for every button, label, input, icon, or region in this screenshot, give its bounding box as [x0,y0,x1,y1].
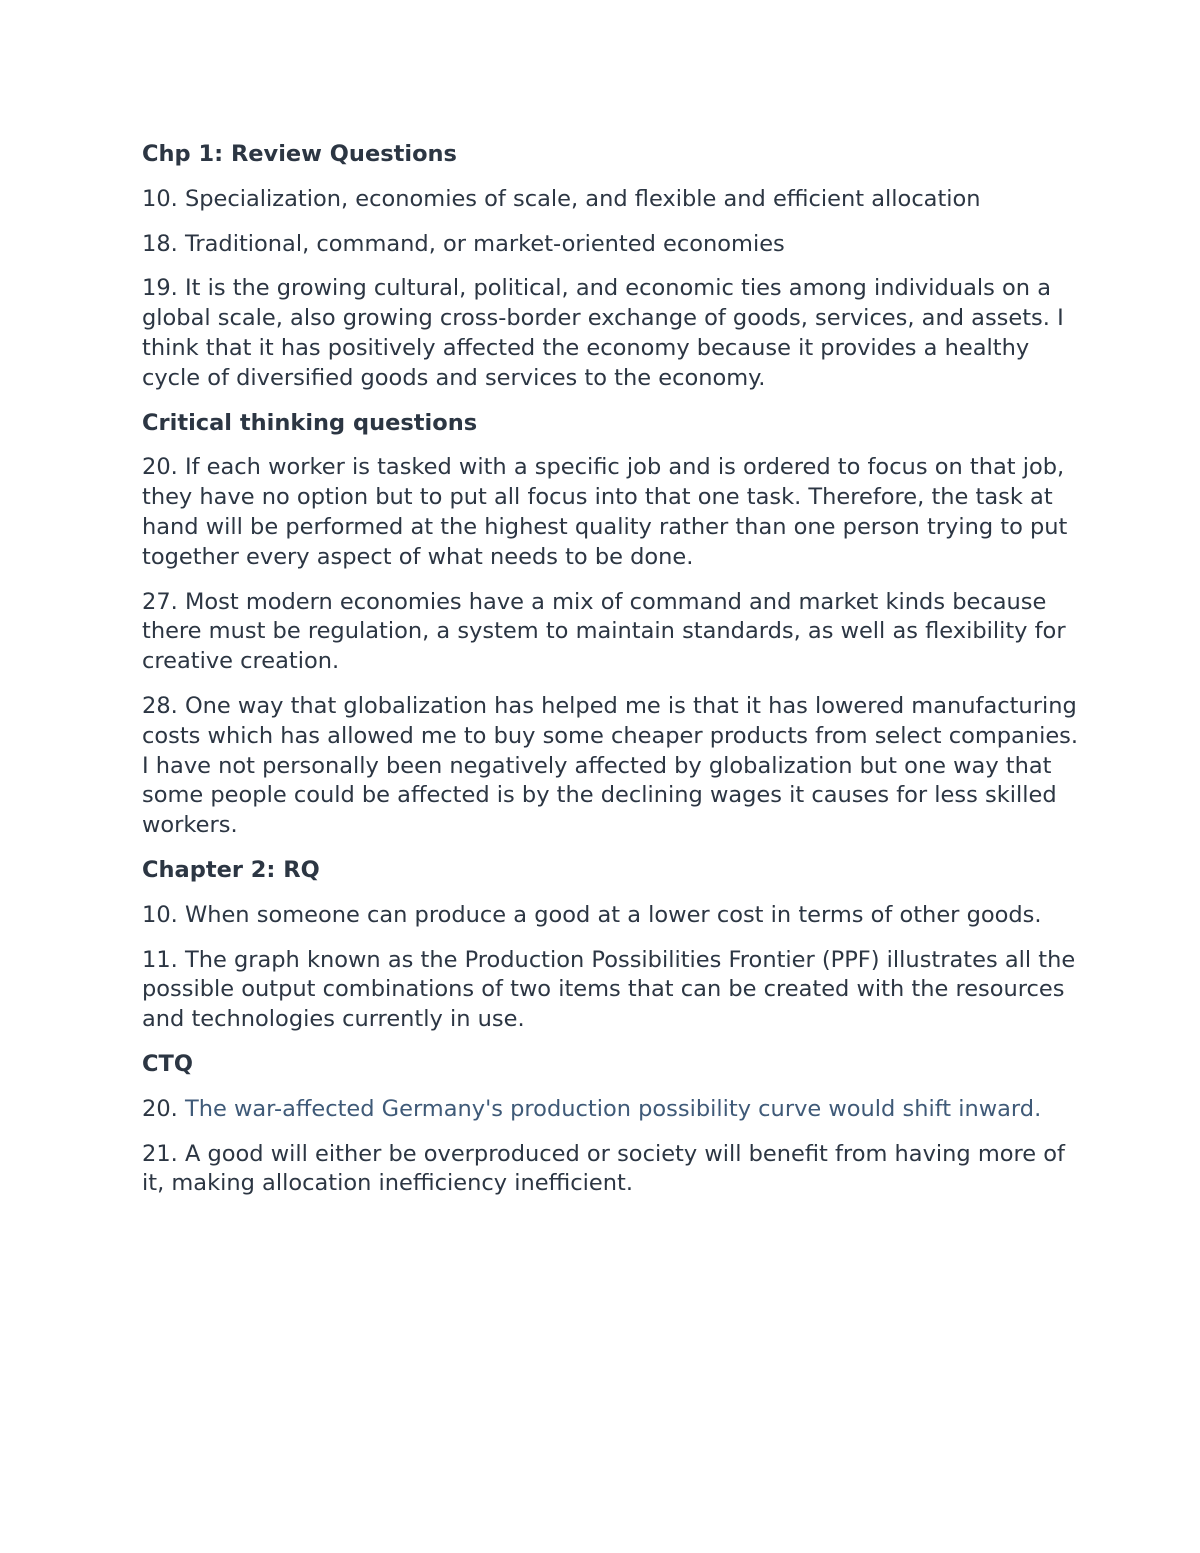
answer-rq-19 [142,274,1082,393]
answer-number: 11. [142,946,178,973]
answer-number: 19. [142,275,178,302]
answer-ch2-ctq-20 [142,1095,1082,1125]
answer-ctq-27 [142,588,1082,677]
answer-text: One way that globalization has helped me is that it has lowered manufacturing costs which has allowed me to buy some cheaper products from select companies. I have not personally been negatively affected by globalization but one way that some people could be affected is by the declining wages it causes for less skilled workers. [142,692,1079,839]
section-heading-chp1: Chp 1: Review Questions [142,141,457,167]
answer-ctq-28 [142,692,1082,841]
answer-rq-18 [142,230,1082,260]
answer-text: When someone can produce a good at a lower cost in terms of other goods. [184,901,1042,928]
answer-text: The graph known as the Production Possibilities Frontier (PPF) illustrates all the possible output combinations of two items that can be created with the resources and technologies currently in use. [142,946,1076,1033]
answer-number: 21. [142,1140,178,1167]
answer-ch2-rq-11 [142,946,1082,1035]
answer-ch2-ctq-21 [142,1140,1082,1200]
answer-number: 10. [142,901,178,928]
answer-text: A good will either be overproduced or society will benefit from having more of it, making allocation inefficiency inefficient. [142,1140,1065,1197]
document-page [142,140,1082,1214]
answer-number: 20. [142,1095,178,1122]
answer-rq-10 [142,185,1082,215]
answer-number: 28. [142,692,178,719]
section-heading-ctq: CTQ [142,1050,193,1077]
answer-number: 20. [142,454,178,481]
section-heading-chapter2: Chapter 2: RQ [142,856,320,883]
answer-text: Traditional, command, or market-oriented economies [184,230,785,257]
answer-text: It is the growing cultural, political, and economic ties among individuals on a global scale, also growing cross-border exchange of goods, services, and assets. I think that it has positively affected the economy because it provides a healthy cycle of diversified goods and services to the economy. [142,275,1064,391]
answer-text: Most modern economies have a mix of command and market kinds because there must be regulation, a system to maintain standards, as well as flexibility for creative creation. [142,588,1066,675]
answer-text: The war-affected Germany's production possibility curve would shift inward. [184,1095,1042,1122]
answer-ch2-rq-10 [142,901,1082,931]
answer-number: 18. [142,230,178,257]
answer-number: 27. [142,588,178,615]
answer-number: 10. [142,185,178,212]
section-heading-critical-thinking: Critical thinking questions [142,409,478,436]
answer-ctq-20 [142,453,1082,572]
answer-text: Specialization, economies of scale, and flexible and efficient allocation [184,185,981,212]
answer-text: If each worker is tasked with a specific job and is ordered to focus on that job, they have no option but to put all focus into that one task. Therefore, the task at hand will be performed at the highest quality rather than one person trying to put together every aspect of what needs to be done. [142,454,1068,570]
